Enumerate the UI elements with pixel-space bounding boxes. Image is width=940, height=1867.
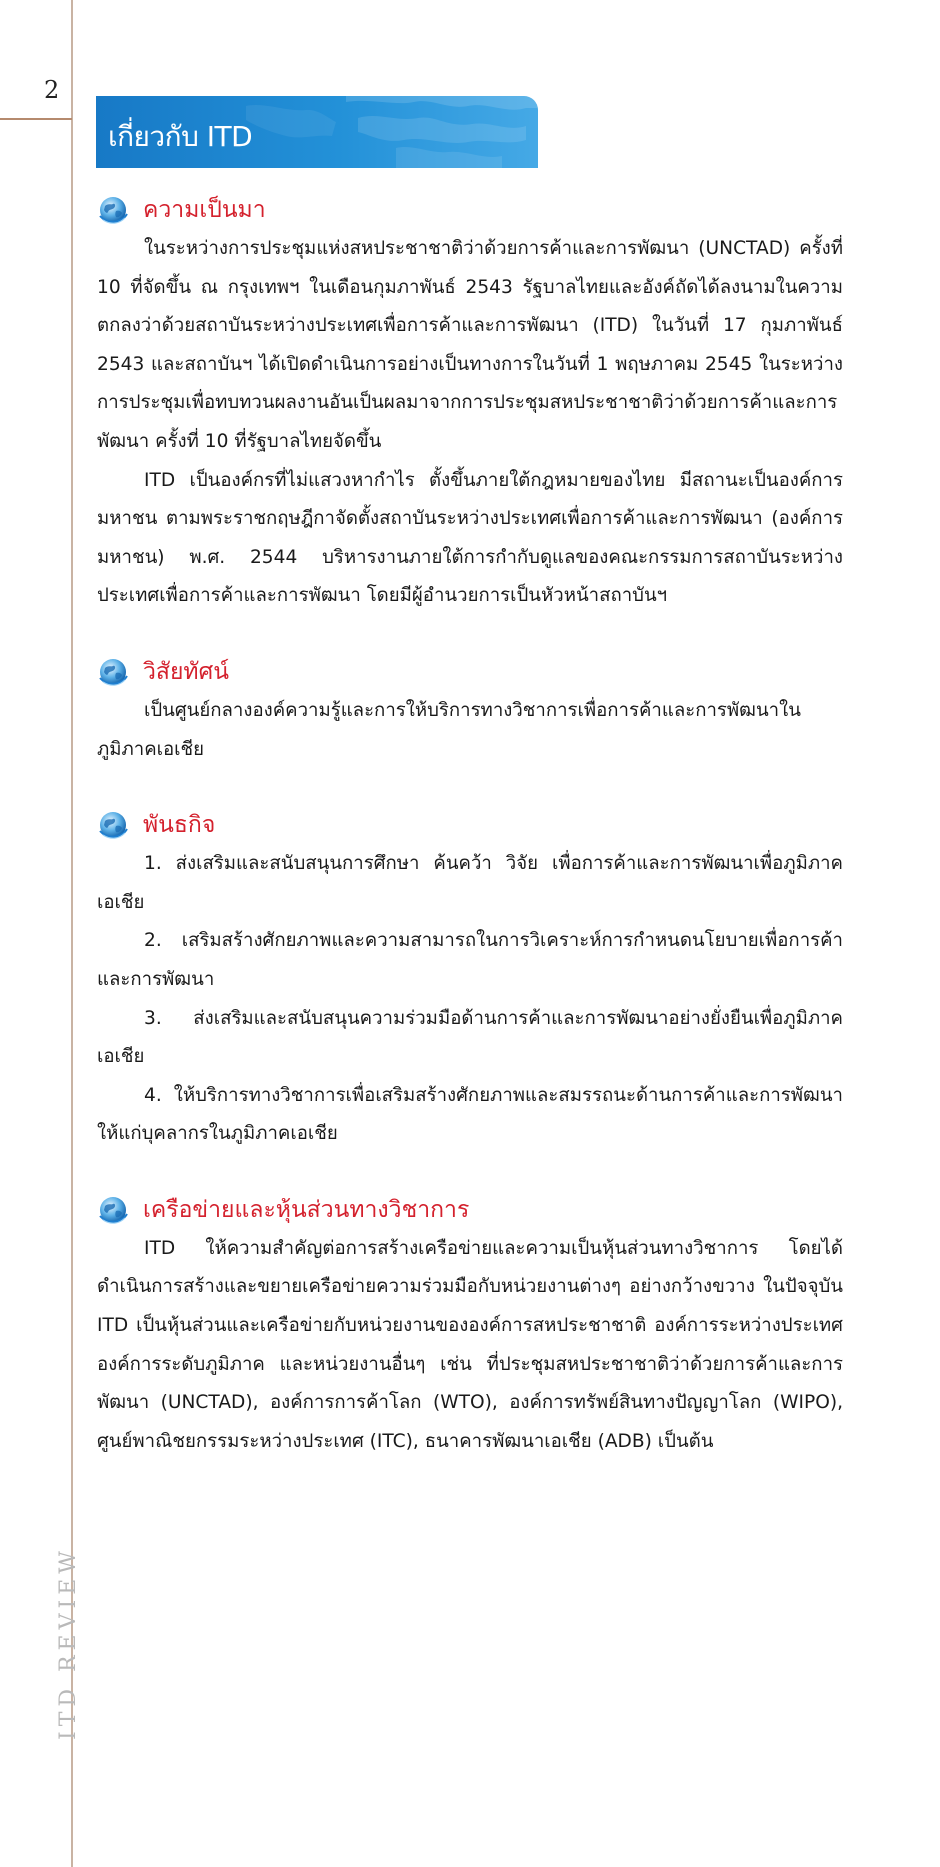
mission-item: 4. ให้บริการทางวิชาการเพื่อเสริมสร้างศักยภาพและสมรรถนะด้านการค้าและการพัฒนาให้แก่บุคลากรในภูมิภาคเอเชีย <box>97 1084 843 1145</box>
mission-item: 3. ส่งเสริมและสนับสนุนความร่วมมือด้านการค้าและการพัฒนาอย่างยั่งยืนเพื่อภูมิภาคเอเชีย <box>97 1007 843 1068</box>
section-title: วิสัยทัศน์ <box>143 658 229 685</box>
section-paragraph: ในระหว่างการประชุมแห่งสหประชาชาติว่าด้วยการค้าและการพัฒนา (UNCTAD) ครั้งที่ 10 ที่จัดขึ้น ณ กรุงเทพฯ ในเดือนกุมภาพันธ์ 2543 รัฐบาลไทยและอังค์ถัดได้ลงนามในความตกลงว่าด้วยสถาบันระหว่างประเทศเพื่อการค้าและการพัฒนา (ITD) ในวันที่ 17 กุมภาพันธ์ 2543 และสถาบันฯ ได้เปิดดำเนินการอย่างเป็นทางการในวันที่ 1 พฤษภาคม 2545 ในระหว่างการประชุมเพื่อทบทวนผลงานอันเป็นผลมาจากการประชุมสหประชาชาติว่าด้วยการค้าและการพัฒนา ครั้งที่ 10 ที่รัฐบาลไทยจัดขึ้น <box>97 238 843 452</box>
section-heading <box>97 805 843 845</box>
page-number-rule <box>0 118 72 120</box>
section-heading <box>97 1190 843 1230</box>
section-title: ความเป็นมา <box>143 197 266 223</box>
section-vision <box>97 652 843 769</box>
side-label: ITD REVIEW <box>56 1546 81 1740</box>
section-history <box>97 190 843 616</box>
mission-item: 2. เสริมสร้างศักยภาพและความสามารถในการวิเคราะห์การกำหนดนโยบายเพื่อการค้าและการพัฒนา <box>97 930 843 990</box>
globe-icon <box>97 1194 129 1226</box>
globe-icon <box>97 656 129 688</box>
banner-title: เกี่ยวกับ ITD <box>108 120 253 153</box>
page-content <box>97 190 843 1497</box>
mission-item: 1. ส่งเสริมและสนับสนุนการศึกษา ค้นคว้า วิจัย เพื่อการค้าและการพัฒนาเพื่อภูมิภาคเอเชีย <box>97 853 843 913</box>
globe-icon <box>97 194 129 226</box>
section-network <box>97 1190 843 1462</box>
section-title: เครือข่ายและหุ้นส่วนทางวิชาการ <box>143 1196 470 1223</box>
globe-icon <box>97 809 129 841</box>
section-paragraph: เป็นศูนย์กลางองค์ความรู้และการให้บริการทางวิชาการเพื่อการค้าและการพัฒนาในภูมิภาคเอเชีย <box>97 699 801 760</box>
section-mission <box>97 805 843 1154</box>
section-banner <box>96 96 538 168</box>
section-heading <box>97 190 843 230</box>
page-number: 2 <box>44 76 60 104</box>
section-paragraph: ITD เป็นองค์กรที่ไม่แสวงหากำไร ตั้งขึ้นภายใต้กฎหมายของไทย มีสถานะเป็นองค์การมหาชน ตามพระราชกฤษฎีกาจัดตั้งสถาบันระหว่างประเทศเพื่อการค้าและการพัฒนา (องค์การมหาชน) พ.ศ. 2544 บริหารงานภายใต้การกำกับดูแลของคณะกรรมการสถาบันระหว่างประเทศเพื่อการค้าและการพัฒนา โดยมีผู้อำนวยการเป็นหัวหน้าสถาบันฯ <box>97 469 843 607</box>
section-heading <box>97 652 843 692</box>
section-title: พันธกิจ <box>143 812 216 839</box>
section-paragraph: ITD ให้ความสำคัญต่อการสร้างเครือข่ายและความเป็นหุ้นส่วนทางวิชาการ โดยได้ดำเนินการสร้างและขยายเครือข่ายความร่วมมือกับหน่วยงานต่างๆ อย่างกว้างขวาง ในปัจจุบัน ITD เป็นหุ้นส่วนและเครือข่ายกับหน่วยงานขององค์การสหประชาชาติ องค์การระหว่างประเทศ องค์การระดับภูมิภาค และหน่วยงานอื่นๆ เช่น ที่ประชุมสหประชาชาติว่าด้วยการค้าและการพัฒนา (UNCTAD), องค์การการค้าโลก (WTO), องค์การทรัพย์สินทางปัญญาโลก (WIPO), ศูนย์พาณิชยกรรมระหว่างประเทศ (ITC), ธนาคารพัฒนาเอเชีย (ADB) เป็นต้น <box>97 1237 843 1452</box>
